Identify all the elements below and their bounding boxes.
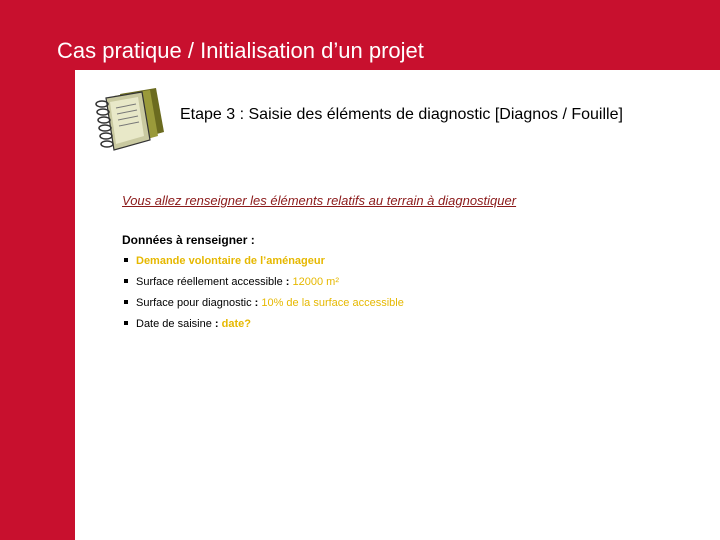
- step-heading: Etape 3 : Saisie des éléments de diagnostic [Diagnos / Fouille]: [180, 106, 623, 123]
- item-value: 10% de la surface accessible: [261, 297, 404, 309]
- bullet-icon: [124, 321, 128, 325]
- notebook-icon: [88, 84, 168, 156]
- list-item: [122, 296, 404, 317]
- data-list: [122, 254, 404, 338]
- side-bar: [0, 70, 75, 540]
- item-value: 12000 m²: [292, 276, 340, 288]
- item-separator: :: [211, 318, 222, 330]
- bullet-icon: [124, 300, 128, 304]
- data-label: Données à renseigner :: [122, 233, 255, 247]
- item-separator: :: [282, 276, 293, 288]
- list-item: [122, 317, 404, 338]
- item-separator: :: [251, 297, 262, 309]
- page-title: Cas pratique / Initialisation d’un projet: [57, 38, 424, 63]
- item-text: Demande volontaire de l’aménageur: [136, 255, 325, 267]
- item-label: Surface pour diagnostic: [136, 297, 252, 309]
- list-item: [122, 275, 404, 296]
- bullet-icon: [124, 279, 128, 283]
- intro-text: Vous allez renseigner les éléments relatifs au terrain à diagnostiquer: [122, 193, 517, 208]
- item-value: date?: [221, 318, 251, 330]
- item-label: Surface réellement accessible: [136, 276, 283, 288]
- list-item: [122, 254, 404, 275]
- bullet-icon: [124, 258, 128, 262]
- item-label: Date de saisine: [136, 318, 212, 330]
